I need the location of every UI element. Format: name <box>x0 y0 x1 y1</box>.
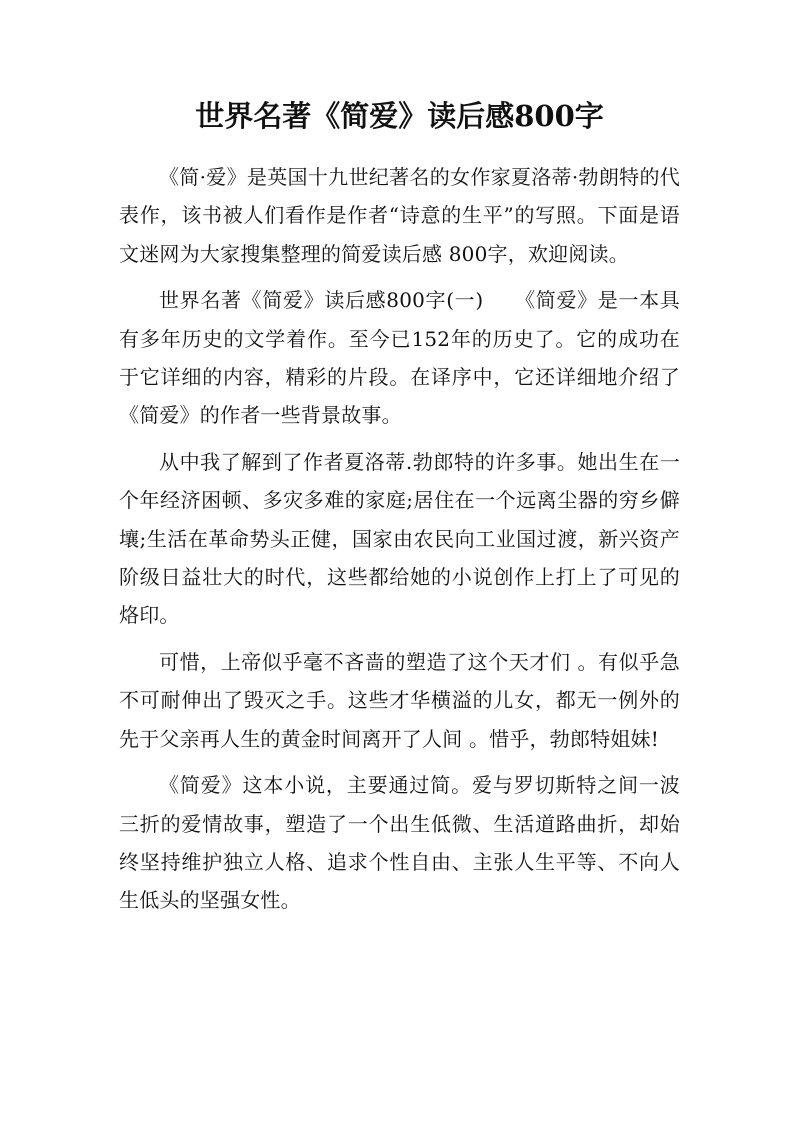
paragraph-novel-summary: 《简爱》这本小说，主要通过简。爱与罗切斯特之间一波三折的爱情故事，塑造了一个出生低微、生活道路曲折，却始终坚持维护独立人格、追求个性自由、主张人生平等、不向人生低头的坚强女性。 <box>119 773 680 913</box>
paragraph-bronte-sisters: 可惜，上帝似乎毫不吝啬的塑造了这个天才们 。有似乎急不可耐伸出了毁灭之手。这些才华横溢的儿女，都无一例外的先于父亲再人生的黄金时间离开了人间 。惜乎，勃郎特姐妹! <box>119 649 680 751</box>
paragraph-book-history: 世界名著《简爱》读后感800字(一) 《简爱》是一本具有多年历史的文学着作。至今已152年的历史了。它的成功在于它详细的内容，精彩的片段。在译序中，它还详细地介绍了《简爱》的作者一些背景故事。 <box>119 288 680 428</box>
paragraph-author-background: 从中我了解到了作者夏洛蒂.勃郎特的许多事。她出生在一个年经济困顿、多灾多难的家庭;居住在一个远离尘器的穷乡僻壤;生活在革命势头正健，国家由农民向工业国过渡，新兴资产阶级日益壮大的时代，这些都给她的小说创作上打上了可见的烙印。 <box>119 449 680 628</box>
paragraph-introduction: 《简·爱》是英国十九世纪著名的女作家夏洛蒂·勃朗特的代表作，该书被人们看作是作者“诗意的生平”的写照。下面是语文迷网为大家搜集整理的简爱读后感 800字，欢迎阅读。 <box>119 165 680 266</box>
document-title: 世界名著《简爱》读后感800字 <box>195 99 604 133</box>
